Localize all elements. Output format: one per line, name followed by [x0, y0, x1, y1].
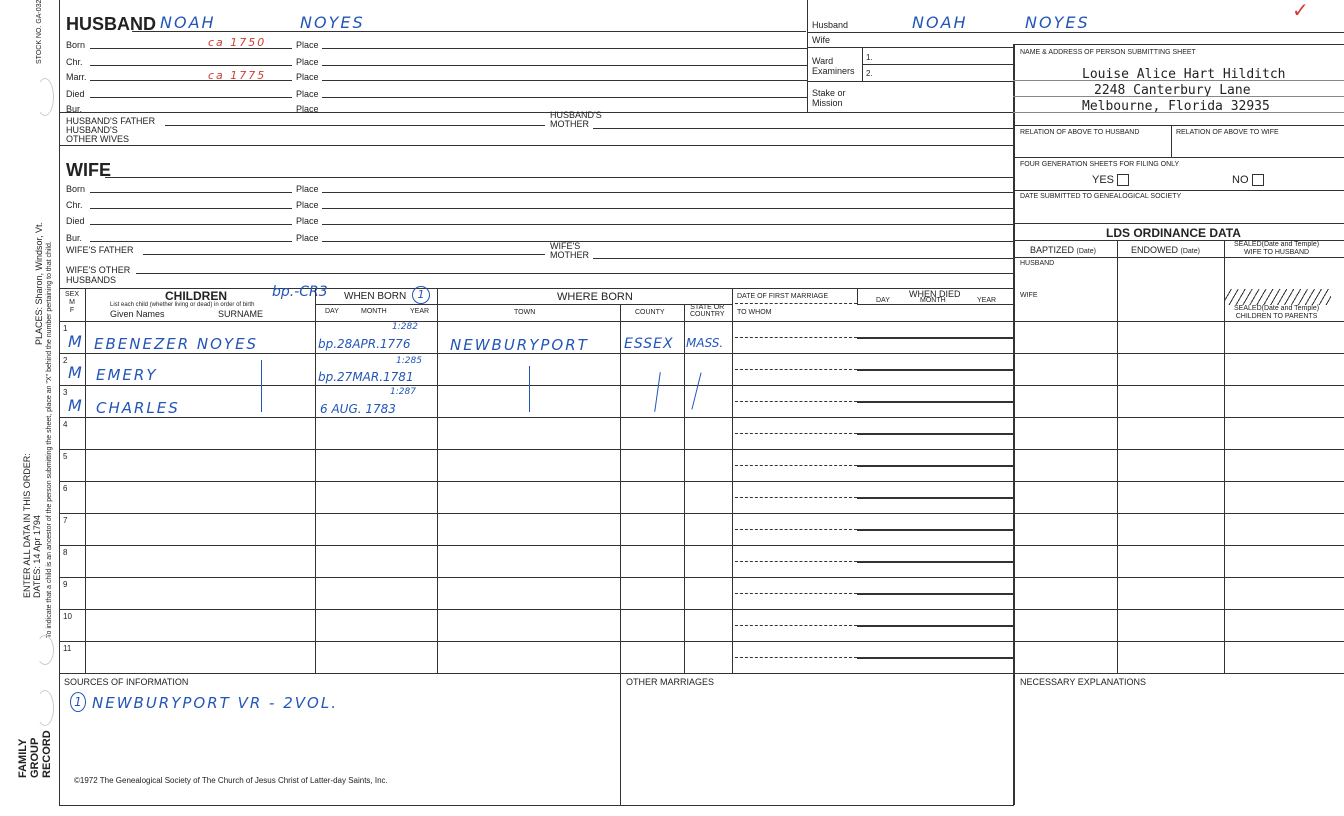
explanations-label: NECESSARY EXPLANATIONS — [1020, 677, 1147, 687]
child-sex: M — [68, 396, 84, 415]
husband-marr-handwritten: ca 1775 — [208, 69, 267, 82]
child-name: EMERY — [96, 366, 158, 384]
punch-hole — [36, 635, 54, 665]
yes-checkbox[interactable] — [1117, 174, 1129, 186]
child-sex: M — [68, 332, 84, 351]
examiners-label: Examiners — [812, 66, 855, 76]
child-ref: 1:285 — [396, 356, 422, 366]
place-label: Place — [296, 40, 319, 50]
hatched-box — [1225, 289, 1331, 305]
given-names-header: Given Names — [110, 309, 165, 319]
child-county: ESSEX — [624, 336, 674, 352]
lds-husband-row: HUSBAND — [1020, 260, 1055, 267]
husband-other-wives-label: HUSBAND'S OTHER WIVES — [66, 125, 130, 144]
husband-mother-label: HUSBAND'S MOTHER — [550, 110, 602, 129]
where-born-header: WHERE BORN — [557, 291, 633, 303]
child-town: NEWBURYPORT — [450, 336, 589, 354]
place-label: Place — [296, 89, 319, 99]
place-label: Place — [296, 104, 319, 114]
mission-label: Mission — [812, 98, 843, 108]
dates-note: DATES: 14 Apr 1794 — [32, 515, 42, 598]
relation-husband-label: RELATION OF ABOVE TO HUSBAND — [1020, 129, 1140, 136]
enter-order-label: ENTER ALL DATA IN THIS ORDER: — [22, 453, 32, 598]
wife-other-husbands-label: WIFE'S OTHER HUSBANDS — [66, 265, 131, 285]
born-day-header: DAY — [325, 308, 339, 315]
surname-header: SURNAME — [218, 309, 264, 319]
baptized-label: BAPTIZED (Date) — [1030, 245, 1096, 255]
husband-born-handwritten: ca 1750 — [208, 36, 267, 49]
circle-1-handwritten: 1 — [412, 286, 430, 304]
ditto-mark — [529, 366, 530, 412]
record-title-1: FAMILY — [17, 738, 29, 778]
child-ref: 1:282 — [392, 322, 418, 332]
when-born-header: WHEN BORN — [344, 291, 407, 302]
county-header: COUNTY — [635, 309, 665, 316]
state-header: STATE OR COUNTRY — [690, 304, 725, 318]
yes-label: YES — [1092, 174, 1115, 186]
husband-bur-label: Bur. — [66, 104, 83, 114]
ditto-mark — [654, 372, 661, 412]
record-title-2: GROUP — [29, 737, 41, 778]
died-day-header: DAY — [876, 297, 890, 304]
ward-label: Ward — [812, 56, 834, 66]
examiner-2: 2. — [866, 69, 873, 78]
child-born: 6 AUG. 1783 — [320, 402, 396, 416]
place-label: Place — [296, 216, 319, 226]
born-month-header: MONTH — [361, 308, 387, 315]
row-number: 7 — [63, 516, 68, 525]
sources-label: SOURCES OF INFORMATION — [64, 677, 189, 687]
place-label: Place — [296, 57, 319, 67]
husband-chr-label: Chr. — [66, 57, 83, 67]
ancestor-instruction: To indicate that a child is an ancestor of the person submitting the sheet, place an "X" behind the number pertaining to that child. — [46, 241, 53, 638]
place-label: Place — [296, 72, 319, 82]
row-number: 3 — [63, 388, 68, 397]
child-sex: M — [68, 363, 84, 382]
husband-born-label: Born — [66, 40, 86, 50]
child-born: bp.27MAR.1781 — [318, 370, 414, 384]
endowed-label: ENDOWED (Date) — [1131, 245, 1200, 255]
wife-bur-label: Bur. — [66, 233, 83, 243]
ward-husband-given: NOAH — [912, 13, 968, 32]
row-number: 10 — [63, 612, 72, 621]
wife-mother-label: WIFE'S MOTHER — [550, 241, 589, 260]
submitter-line-2: 2248 Canterbury Lane — [1094, 83, 1251, 98]
place-label: Place — [296, 184, 319, 194]
wife-died-label: Died — [66, 216, 85, 226]
sealed-wife-label: SEALED(Date and Temple) WIFE TO HUSBAND — [1234, 241, 1320, 256]
stock-number: STOCK NO. GA-032 — [36, 0, 43, 64]
children-list-note: List each child (whether living or dead) in order of birth — [110, 302, 255, 308]
source-number-handwritten: 1 — [70, 692, 86, 712]
check-mark-icon: ✓ — [1292, 0, 1309, 22]
bp-note-handwritten: bp.-CR3 — [272, 284, 328, 300]
first-marriage-header: DATE OF FIRST MARRIAGE — [737, 293, 829, 300]
child-name: EBENEZER NOYES — [94, 335, 259, 353]
copyright-notice: ©1972 The Genealogical Society of The Church of Jesus Christ of Latter-day Saints, Inc. — [74, 776, 388, 785]
to-whom-header: TO WHOM — [737, 309, 772, 316]
husband-given-handwritten: NOAH — [160, 13, 216, 32]
wife-born-label: Born — [66, 184, 86, 194]
ward-husband-surname: NOYES — [1025, 13, 1090, 32]
husband-heading: HUSBAND — [66, 14, 156, 34]
punch-hole — [36, 78, 54, 116]
born-year-header: YEAR — [410, 308, 430, 315]
husband-father-label: HUSBAND'S FATHER — [66, 116, 156, 126]
row-number: 4 — [63, 420, 68, 429]
died-month-header: MONTH — [920, 297, 946, 304]
punch-hole — [36, 690, 54, 726]
ditto-mark — [261, 360, 262, 412]
child-born: bp.28APR.1776 — [318, 337, 411, 351]
row-number: 6 — [63, 484, 68, 493]
stake-label: Stake or — [812, 88, 846, 98]
row-number: 8 — [63, 548, 68, 557]
relation-wife-label: RELATION OF ABOVE TO WIFE — [1176, 129, 1279, 136]
died-year-header: YEAR — [977, 297, 997, 304]
examiner-1: 1. — [866, 53, 873, 62]
ditto-mark — [691, 372, 701, 409]
four-gen-label: FOUR GENERATION SHEETS FOR FILING ONLY — [1020, 161, 1180, 168]
no-label: NO — [1232, 174, 1249, 186]
other-marriages-label: OTHER MARRIAGES — [626, 677, 715, 687]
husband-surname-handwritten: NOYES — [300, 13, 365, 32]
row-number: 2 — [63, 356, 68, 365]
date-submitted-label: DATE SUBMITTED TO GENEALOGICAL SOCIETY — [1020, 193, 1182, 200]
lds-title: LDS ORDINANCE DATA — [1106, 226, 1241, 240]
lds-wife-row: WIFE — [1020, 292, 1038, 299]
sex-header: SEX M F — [64, 291, 79, 314]
child-name: CHARLES — [96, 399, 180, 417]
yes-option[interactable] — [1092, 174, 1129, 186]
submitter-label: NAME & ADDRESS OF PERSON SUBMITTING SHEET — [1020, 49, 1196, 56]
no-option[interactable] — [1232, 174, 1264, 186]
child-ref: 1:287 — [390, 387, 416, 397]
submitter-line-1: Louise Alice Hart Hilditch — [1082, 67, 1286, 82]
place-label: Place — [296, 200, 319, 210]
children-header: CHILDREN — [165, 289, 227, 303]
submitter-line-3: Melbourne, Florida 32935 — [1082, 99, 1270, 114]
town-header: TOWN — [514, 309, 536, 316]
record-title-3: RECORD — [41, 730, 53, 778]
wife-chr-label: Chr. — [66, 200, 83, 210]
when-died-header: WHEN DIED — [909, 289, 961, 299]
sealed-children-label: SEALED(Date and Temple) CHILDREN TO PARENTS — [1234, 305, 1320, 320]
sources-handwritten: NEWBURYPORT VR - 2VOL. — [92, 694, 338, 712]
row-number: 5 — [63, 452, 68, 461]
wife-heading: WIFE — [66, 160, 111, 180]
row-number: 1 — [63, 324, 68, 333]
husband-marr-label: Marr. — [66, 72, 87, 82]
ward-husband-label: Husband — [812, 20, 849, 30]
husband-died-label: Died — [66, 89, 85, 99]
place-label: Place — [296, 233, 319, 243]
ward-wife-label: Wife — [812, 35, 830, 45]
row-number: 9 — [63, 580, 68, 589]
wife-father-label: WIFE'S FATHER — [66, 245, 134, 255]
no-checkbox[interactable] — [1252, 174, 1264, 186]
places-note: PLACES: Sharon, Windsor, Vt. — [34, 221, 44, 345]
row-number: 11 — [63, 644, 72, 653]
child-state: MASS. — [686, 336, 724, 350]
